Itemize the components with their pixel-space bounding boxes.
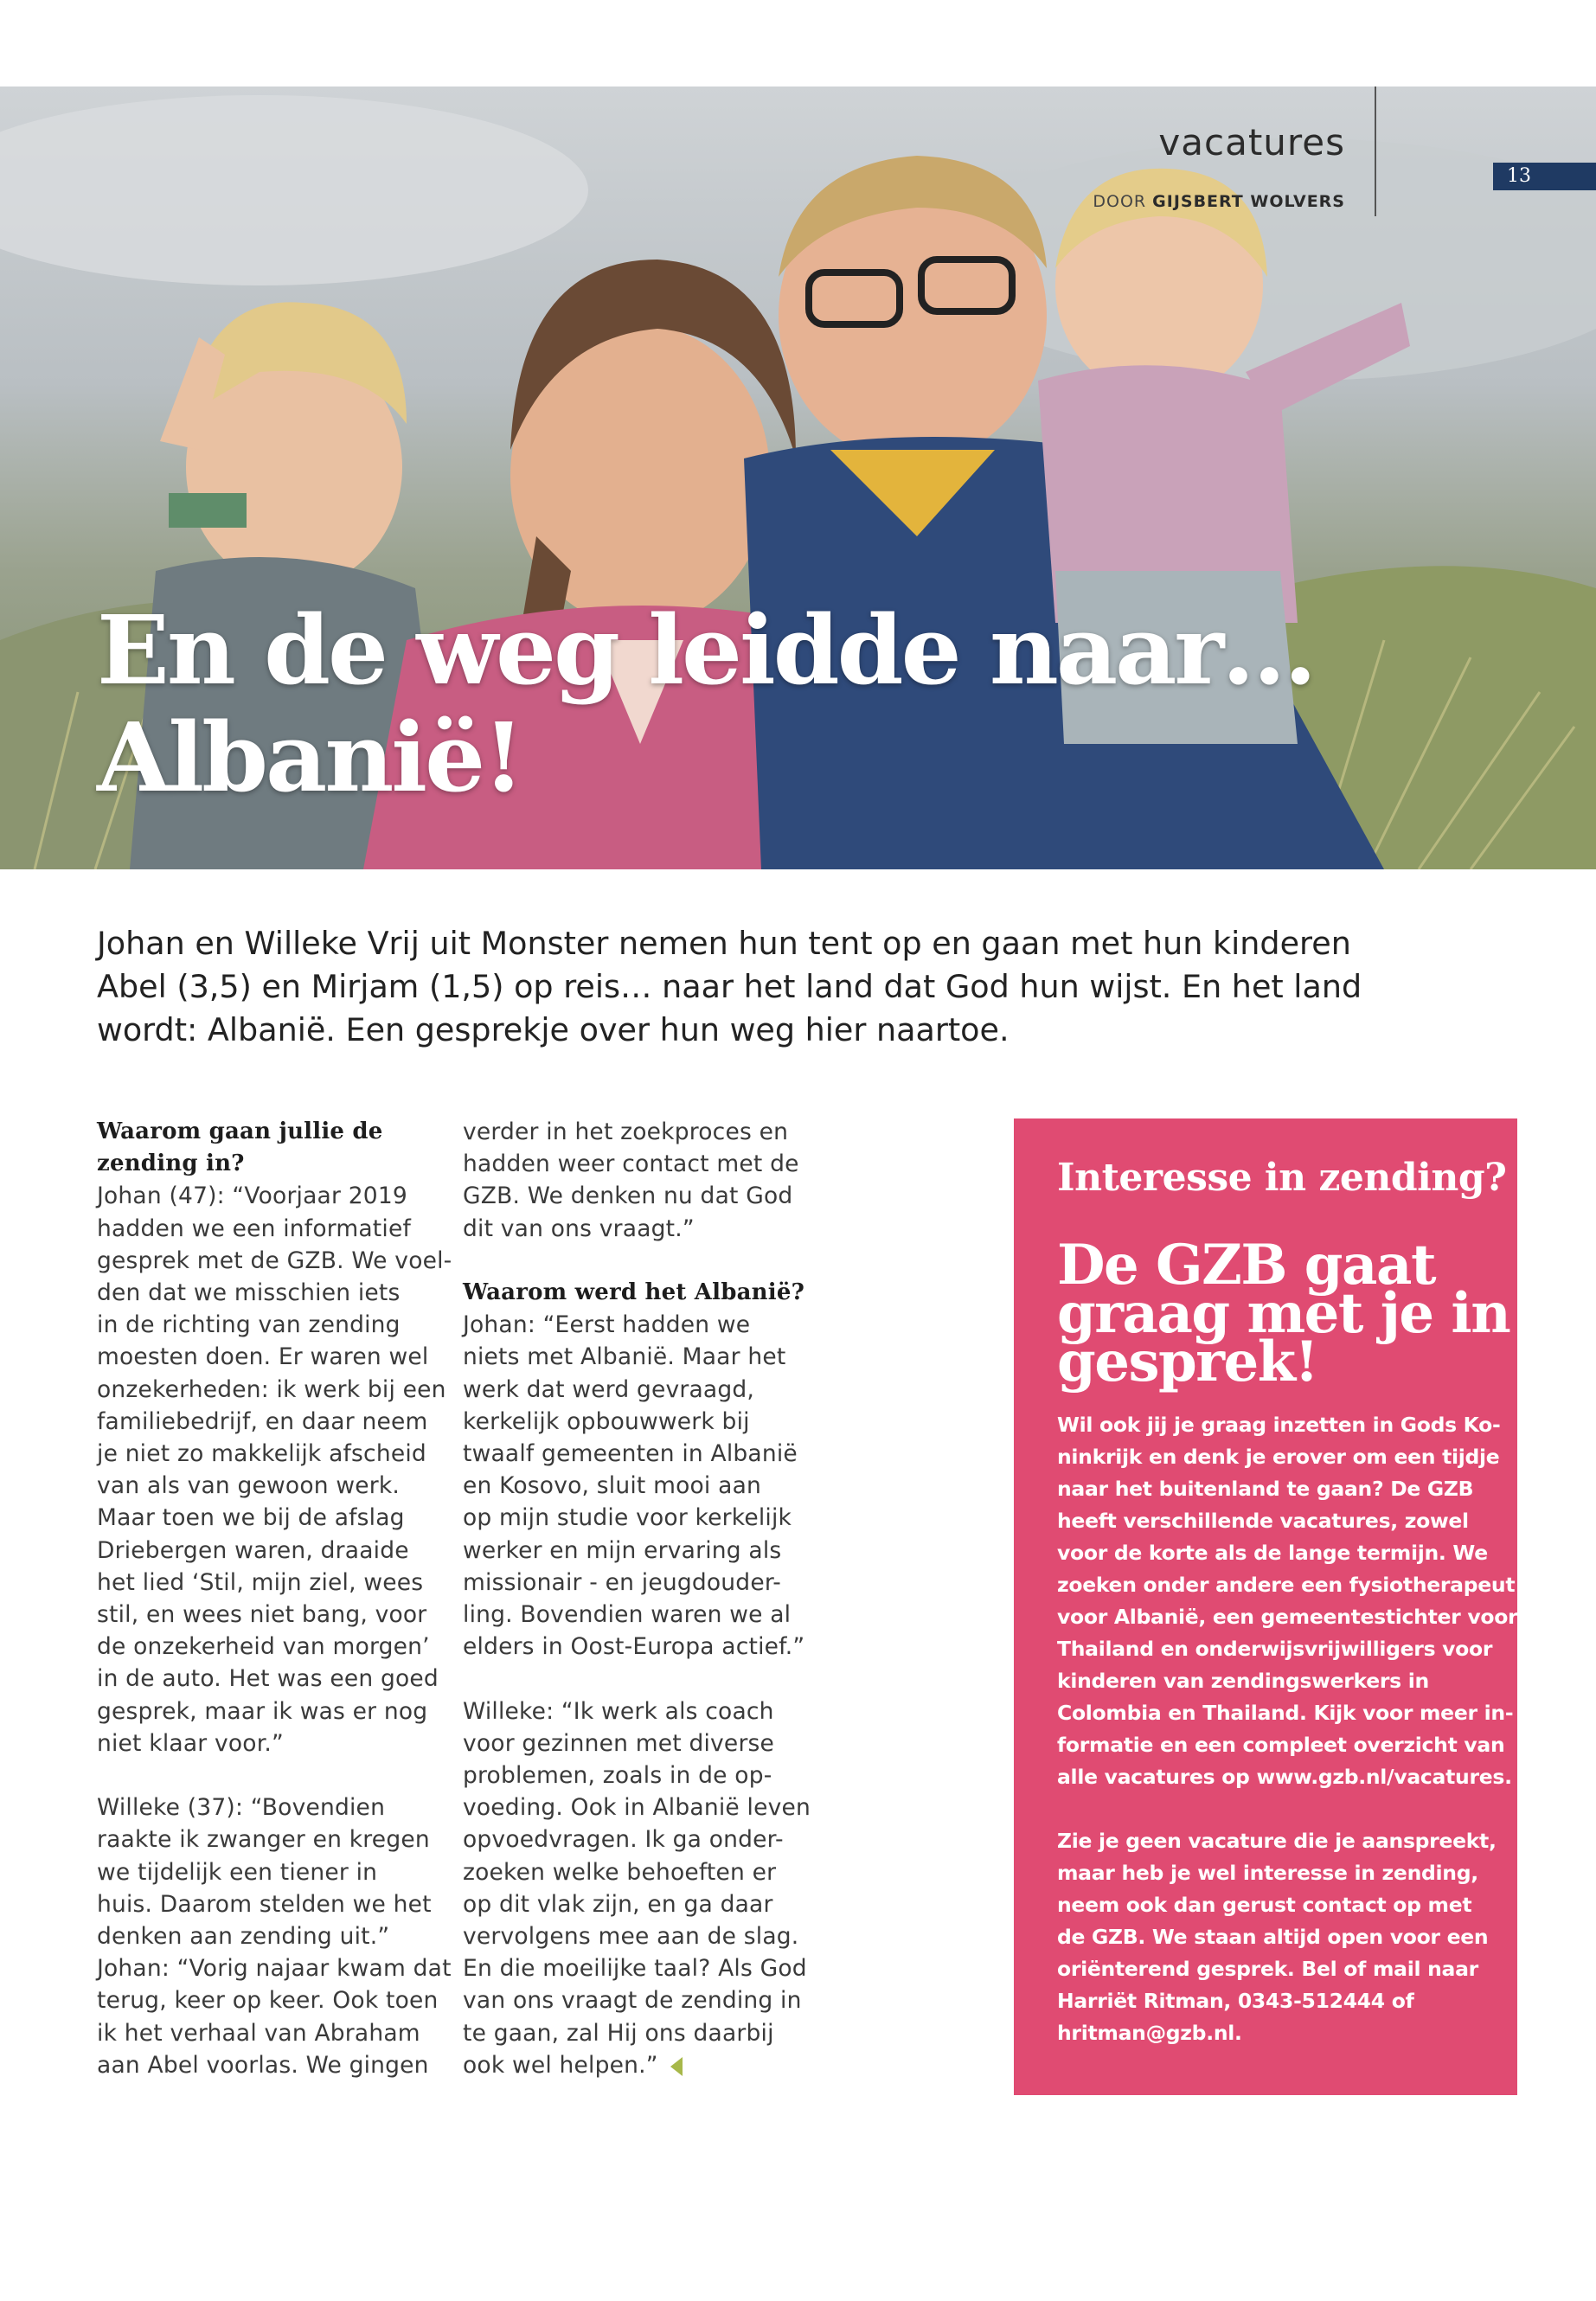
sidebar-line: neem ook dan gerust contact op met [1057,1893,1472,1917]
text-line: moesten doen. Er waren wel [97,1343,429,1371]
sidebar-line: heeft verschillende vacatures, zowel [1057,1509,1469,1533]
article-column-1 [97,1116,452,2081]
text-line: de onzekerheid van morgen’ [97,1633,430,1661]
text-line: Willeke (37): “Bovendien [97,1794,386,1822]
header-divider [1375,87,1376,216]
text-line: je niet zo makkelijk afscheid [97,1440,426,1468]
sidebar-line: Zie je geen vacature die je aanspreekt, [1057,1829,1497,1853]
text-line: denken aan zending uit.” [97,1923,390,1951]
sidebar-heading-line: gesprek! [1057,1330,1318,1394]
sidebar-heading-line: graag met je in [1057,1281,1510,1346]
byline [1021,192,1345,211]
paragraph [463,1695,809,2081]
sidebar-line: alle vacatures op www.gzb.nl/vacatures. [1057,1765,1512,1789]
paragraph-gap [463,1663,809,1695]
sidebar-heading-line: De GZB gaat [1057,1233,1435,1298]
sidebar-line: maar heb je wel interesse in zending, [1057,1861,1478,1885]
sidebar-line: naar het buitenland te gaan? De GZB [1057,1477,1474,1501]
sidebar-title: Interesse in zending? [1057,1156,1507,1200]
text-line: we tijdelijk een tiener in [97,1858,378,1886]
text-line: raakte ik zwanger en kregen [97,1826,430,1854]
paragraph-gap [1057,1793,1517,1825]
paragraph [97,1791,452,2081]
sidebar-line: ninkrijk en denk je erover om een tijdje [1057,1445,1500,1469]
text-line: niets met Albanië. Maar het [463,1343,786,1371]
section-label: vacatures [1158,121,1345,163]
sidebar-body [1057,1409,1517,2049]
text-line: dit van ons vraagt.” [463,1215,695,1242]
paragraph [463,1116,809,1245]
paragraph [97,1180,452,1759]
article-column-2 [463,1116,809,2081]
paragraph-gap [463,1245,809,1277]
text-line: ook wel helpen.” [463,2051,658,2079]
text-line: Willeke: “Ik werk als coach [463,1697,774,1725]
text-line-last [463,2049,809,2081]
text-line: gesprek met de GZB. We voel- [97,1247,452,1274]
text-line: op mijn studie voor kerkelijk [463,1504,792,1532]
text-line: familiebedrijf, en daar neem [97,1407,428,1435]
headline-line: En de weg leidde naar… [97,594,1315,706]
text-line: twaalf gemeenten in Albanië [463,1440,798,1468]
text-line: GZB. We denken nu dat God [463,1183,793,1210]
sidebar-line: Colombia en Thailand. Kijk voor meer in- [1057,1701,1514,1725]
text-line: ling. Bovendien waren we al [463,1601,792,1629]
text-line: missionair - en jeugdouder- [463,1568,781,1596]
text-line: stil, en wees niet bang, voor [97,1601,427,1629]
text-line: hadden we een informatief [97,1215,411,1242]
text-line: verder in het zoekproces en [463,1118,789,1145]
text-line: voeding. Ook in Albanië leven [463,1794,811,1822]
text-line: En die moeilijke taal? Als God [463,1955,807,1983]
text-line: Johan: “Eerst hadden we [463,1311,751,1339]
text-line: huis. Daarom stelden we het [97,1890,432,1918]
byline-prefix: DOOR [1093,192,1153,211]
end-triangle-icon [670,2057,683,2076]
text-line: Driebergen waren, draaide [97,1536,409,1564]
text-line: van als van gewoon werk. [97,1472,400,1500]
byline-author: GIJSBERT WOLVERS [1152,192,1345,211]
text-line: in de richting van zending [97,1311,401,1339]
text-line: in de auto. Het was een goed [97,1665,439,1693]
sidebar-line: hritman@gzb.nl. [1057,2021,1242,2045]
sidebar-line: Wil ook jij je graag inzetten in Gods Ko- [1057,1413,1501,1437]
question-heading: Waarom gaan jullie de [97,1118,383,1144]
sidebar-box [1014,1118,1517,2095]
sidebar-line: Harriët Ritman, 0343-512444 of [1057,1989,1414,2013]
text-line: hadden weer contact met de [463,1150,799,1178]
text-line: kerkelijk opbouwwerk bij [463,1407,750,1435]
text-line: het lied ‘Stil, mijn ziel, wees [97,1568,424,1596]
sidebar-line: voor de korte als de lange termijn. We [1057,1541,1488,1565]
text-line: voor gezinnen met diverse [463,1729,775,1757]
text-line: te gaan, zal Hij ons daarbij [463,2019,774,2047]
text-line: niet klaar voor.” [97,1729,284,1757]
text-line: den dat we misschien iets [97,1279,401,1307]
sidebar-line: oriënterend gesprek. Bel of mail naar [1057,1957,1478,1981]
text-line: Maar toen we bij de afslag [97,1504,405,1532]
sidebar-line: Thailand en onderwijsvrijwilligers voor [1057,1637,1493,1661]
sidebar-line: zoeken onder andere een fysiotherapeut [1057,1573,1516,1597]
sidebar-line: formatie en een compleet overzicht van [1057,1733,1505,1757]
lead-paragraph: Johan en Willeke Vrij uit Monster nemen hun tent op en gaan met hun kinderen Abel (3,5) en Mirjam (1,5) op reis… naar het land dat God hun wijst. En het land wordt: Albanië. Een gesprekje over hun weg hier naartoe. [97,925,1362,1048]
text-line: terug, keer op keer. Ook toen [97,1987,439,2015]
question-heading: Waarom werd het Albanië? [463,1279,805,1305]
page-number: 13 [1493,163,1596,190]
text-line: van ons vraagt de zending in [463,1987,802,2015]
text-line: ik het verhaal van Abraham [97,2019,420,2047]
text-line: opvoedvragen. Ik ga onder- [463,1826,784,1854]
sidebar-line: kinderen van zendingswerkers in [1057,1669,1429,1693]
text-line: gesprek, maar ik was er nog [97,1697,428,1725]
sidebar-line: voor Albanië, een gemeentestichter voor [1057,1605,1518,1629]
text-line: problemen, zoals in de op- [463,1762,772,1790]
sidebar-heading [1057,1233,1517,1394]
text-line: aan Abel voorlas. We gingen [97,2051,429,2079]
question-heading: zending in? [97,1150,245,1177]
sidebar-line: de GZB. We staan altijd open voor een [1057,1925,1489,1949]
text-line: op dit vlak zijn, en ga daar [463,1890,773,1918]
paragraph-gap [97,1759,443,1791]
text-line: Johan: “Vorig najaar kwam dat [97,1955,452,1983]
text-line: zoeken welke behoeften er [463,1858,777,1886]
text-line: elders in Oost-Europa actief.” [463,1633,805,1661]
text-line: werker en mijn ervaring als [463,1536,782,1564]
text-line: werk dat werd gevraagd, [463,1375,755,1403]
text-line: en Kosovo, sluit mooi aan [463,1472,761,1500]
text-line: Johan (47): “Voorjaar 2019 [97,1183,407,1210]
paragraph [463,1309,809,1663]
text-line: vervolgens mee aan de slag. [463,1923,799,1951]
headline-line: Albanië! [97,702,522,813]
text-line: onzekerheden: ik werk bij een [97,1375,446,1403]
headline [97,594,1394,813]
